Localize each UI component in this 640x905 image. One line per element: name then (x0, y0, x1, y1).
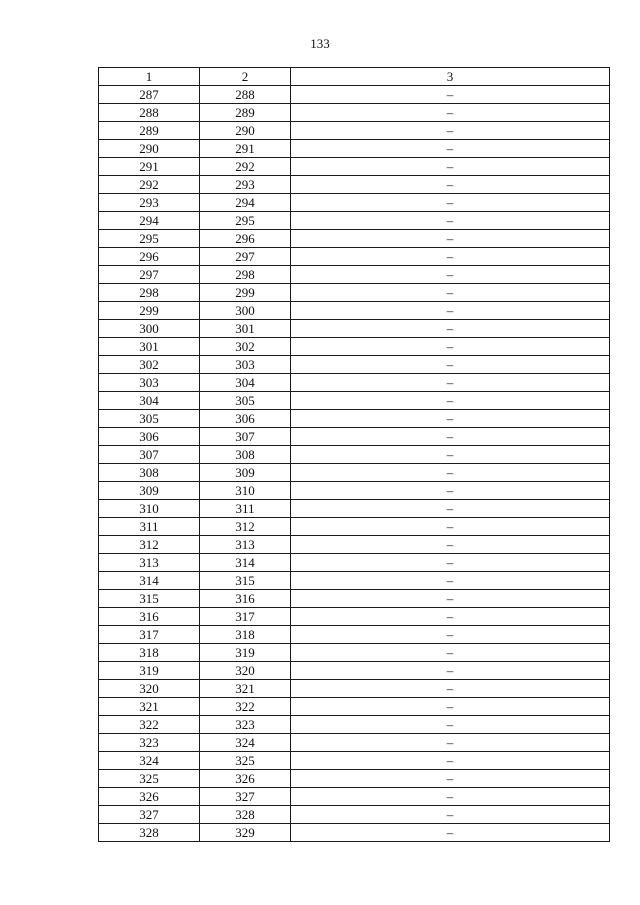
cell-col-1: 310 (99, 500, 200, 518)
cell-col-2: 291 (200, 140, 291, 158)
cell-col-3: – (291, 500, 610, 518)
cell-col-1: 293 (99, 194, 200, 212)
table-row (99, 338, 610, 356)
cell-col-3: – (291, 428, 610, 446)
cell-col-1: 300 (99, 320, 200, 338)
table-row (99, 446, 610, 464)
page-number: 133 (310, 36, 330, 51)
table-row (99, 626, 610, 644)
cell-col-2: 323 (200, 716, 291, 734)
data-table (98, 67, 610, 842)
cell-col-2: 305 (200, 392, 291, 410)
cell-col-1: 322 (99, 716, 200, 734)
cell-col-1: 315 (99, 590, 200, 608)
cell-col-3: – (291, 608, 610, 626)
table-header (99, 68, 610, 86)
cell-col-3: – (291, 788, 610, 806)
table-row (99, 410, 610, 428)
cell-col-3: – (291, 392, 610, 410)
cell-col-1: 305 (99, 410, 200, 428)
cell-col-3: – (291, 572, 610, 590)
cell-col-1: 296 (99, 248, 200, 266)
cell-col-2: 315 (200, 572, 291, 590)
cell-col-2: 310 (200, 482, 291, 500)
cell-col-1: 307 (99, 446, 200, 464)
table-row (99, 86, 610, 104)
cell-col-1: 328 (99, 824, 200, 842)
table-row (99, 374, 610, 392)
cell-col-2: 302 (200, 338, 291, 356)
cell-col-3: – (291, 122, 610, 140)
cell-col-2: 314 (200, 554, 291, 572)
cell-col-3: – (291, 698, 610, 716)
cell-col-3: – (291, 302, 610, 320)
cell-col-2: 312 (200, 518, 291, 536)
table-row (99, 230, 610, 248)
cell-col-2: 303 (200, 356, 291, 374)
cell-col-2: 292 (200, 158, 291, 176)
cell-col-3: – (291, 590, 610, 608)
table-row (99, 590, 610, 608)
table-row (99, 716, 610, 734)
cell-col-2: 326 (200, 770, 291, 788)
table-row (99, 734, 610, 752)
cell-col-3: – (291, 716, 610, 734)
cell-col-1: 318 (99, 644, 200, 662)
cell-col-3: – (291, 104, 610, 122)
cell-col-3: – (291, 662, 610, 680)
table-body (99, 86, 610, 842)
cell-col-2: 297 (200, 248, 291, 266)
table-row (99, 698, 610, 716)
cell-col-3: – (291, 158, 610, 176)
cell-col-2: 309 (200, 464, 291, 482)
cell-col-1: 295 (99, 230, 200, 248)
cell-col-3: – (291, 176, 610, 194)
cell-col-1: 320 (99, 680, 200, 698)
cell-col-1: 308 (99, 464, 200, 482)
cell-col-3: – (291, 680, 610, 698)
table-row (99, 572, 610, 590)
cell-col-1: 289 (99, 122, 200, 140)
cell-col-3: – (291, 752, 610, 770)
cell-col-2: 300 (200, 302, 291, 320)
cell-col-3: – (291, 356, 610, 374)
cell-col-1: 309 (99, 482, 200, 500)
cell-col-3: – (291, 320, 610, 338)
cell-col-2: 295 (200, 212, 291, 230)
cell-col-3: – (291, 626, 610, 644)
header-row (99, 68, 610, 86)
cell-col-2: 322 (200, 698, 291, 716)
cell-col-2: 299 (200, 284, 291, 302)
table-row (99, 644, 610, 662)
cell-col-2: 289 (200, 104, 291, 122)
table-row (99, 608, 610, 626)
cell-col-3: – (291, 644, 610, 662)
cell-col-3: – (291, 824, 610, 842)
table-row (99, 806, 610, 824)
cell-col-2: 306 (200, 410, 291, 428)
cell-col-3: – (291, 464, 610, 482)
cell-col-1: 311 (99, 518, 200, 536)
cell-col-1: 324 (99, 752, 200, 770)
cell-col-1: 313 (99, 554, 200, 572)
cell-col-2: 296 (200, 230, 291, 248)
table-row (99, 500, 610, 518)
cell-col-1: 312 (99, 536, 200, 554)
cell-col-1: 304 (99, 392, 200, 410)
cell-col-1: 325 (99, 770, 200, 788)
cell-col-1: 317 (99, 626, 200, 644)
cell-col-3: – (291, 482, 610, 500)
table-row (99, 302, 610, 320)
cell-col-1: 323 (99, 734, 200, 752)
table-row (99, 536, 610, 554)
cell-col-2: 317 (200, 608, 291, 626)
cell-col-1: 303 (99, 374, 200, 392)
cell-col-3: – (291, 194, 610, 212)
cell-col-1: 290 (99, 140, 200, 158)
cell-col-3: – (291, 266, 610, 284)
cell-col-3: – (291, 212, 610, 230)
table-row (99, 518, 610, 536)
cell-col-1: 319 (99, 662, 200, 680)
cell-col-2: 308 (200, 446, 291, 464)
column-header-1: 1 (99, 68, 200, 86)
table-row (99, 788, 610, 806)
table-row (99, 392, 610, 410)
table-row (99, 356, 610, 374)
table-row (99, 122, 610, 140)
column-header-3: 3 (291, 68, 610, 86)
cell-col-3: – (291, 338, 610, 356)
cell-col-1: 326 (99, 788, 200, 806)
cell-col-3: – (291, 86, 610, 104)
cell-col-3: – (291, 284, 610, 302)
cell-col-2: 313 (200, 536, 291, 554)
cell-col-2: 325 (200, 752, 291, 770)
table-row (99, 428, 610, 446)
cell-col-1: 314 (99, 572, 200, 590)
cell-col-2: 307 (200, 428, 291, 446)
cell-col-1: 298 (99, 284, 200, 302)
cell-col-3: – (291, 446, 610, 464)
cell-col-1: 302 (99, 356, 200, 374)
cell-col-1: 287 (99, 86, 200, 104)
cell-col-1: 301 (99, 338, 200, 356)
cell-col-1: 321 (99, 698, 200, 716)
table-row (99, 266, 610, 284)
cell-col-1: 292 (99, 176, 200, 194)
cell-col-3: – (291, 410, 610, 428)
cell-col-1: 291 (99, 158, 200, 176)
table-row (99, 662, 610, 680)
cell-col-2: 318 (200, 626, 291, 644)
cell-col-3: – (291, 518, 610, 536)
cell-col-3: – (291, 248, 610, 266)
table-row (99, 212, 610, 230)
table-row (99, 482, 610, 500)
table-row (99, 248, 610, 266)
cell-col-1: 288 (99, 104, 200, 122)
cell-col-3: – (291, 554, 610, 572)
table-row (99, 284, 610, 302)
cell-col-2: 301 (200, 320, 291, 338)
cell-col-2: 311 (200, 500, 291, 518)
cell-col-2: 328 (200, 806, 291, 824)
cell-col-3: – (291, 806, 610, 824)
cell-col-3: – (291, 770, 610, 788)
cell-col-2: 321 (200, 680, 291, 698)
table-row (99, 140, 610, 158)
cell-col-3: – (291, 734, 610, 752)
cell-col-2: 288 (200, 86, 291, 104)
table-row (99, 680, 610, 698)
cell-col-2: 329 (200, 824, 291, 842)
cell-col-2: 327 (200, 788, 291, 806)
cell-col-2: 298 (200, 266, 291, 284)
cell-col-3: – (291, 140, 610, 158)
cell-col-2: 293 (200, 176, 291, 194)
cell-col-1: 327 (99, 806, 200, 824)
cell-col-1: 297 (99, 266, 200, 284)
table-row (99, 104, 610, 122)
column-header-2: 2 (200, 68, 291, 86)
table-row (99, 194, 610, 212)
table-row (99, 752, 610, 770)
cell-col-1: 299 (99, 302, 200, 320)
cell-col-1: 306 (99, 428, 200, 446)
cell-col-1: 316 (99, 608, 200, 626)
cell-col-3: – (291, 536, 610, 554)
cell-col-2: 324 (200, 734, 291, 752)
cell-col-2: 290 (200, 122, 291, 140)
table-row (99, 770, 610, 788)
table-row (99, 176, 610, 194)
cell-col-1: 294 (99, 212, 200, 230)
table-row (99, 554, 610, 572)
cell-col-2: 304 (200, 374, 291, 392)
table-row (99, 158, 610, 176)
table-row (99, 464, 610, 482)
cell-col-2: 320 (200, 662, 291, 680)
cell-col-2: 319 (200, 644, 291, 662)
cell-col-2: 316 (200, 590, 291, 608)
table-row (99, 824, 610, 842)
table-row (99, 320, 610, 338)
cell-col-3: – (291, 374, 610, 392)
cell-col-3: – (291, 230, 610, 248)
cell-col-2: 294 (200, 194, 291, 212)
